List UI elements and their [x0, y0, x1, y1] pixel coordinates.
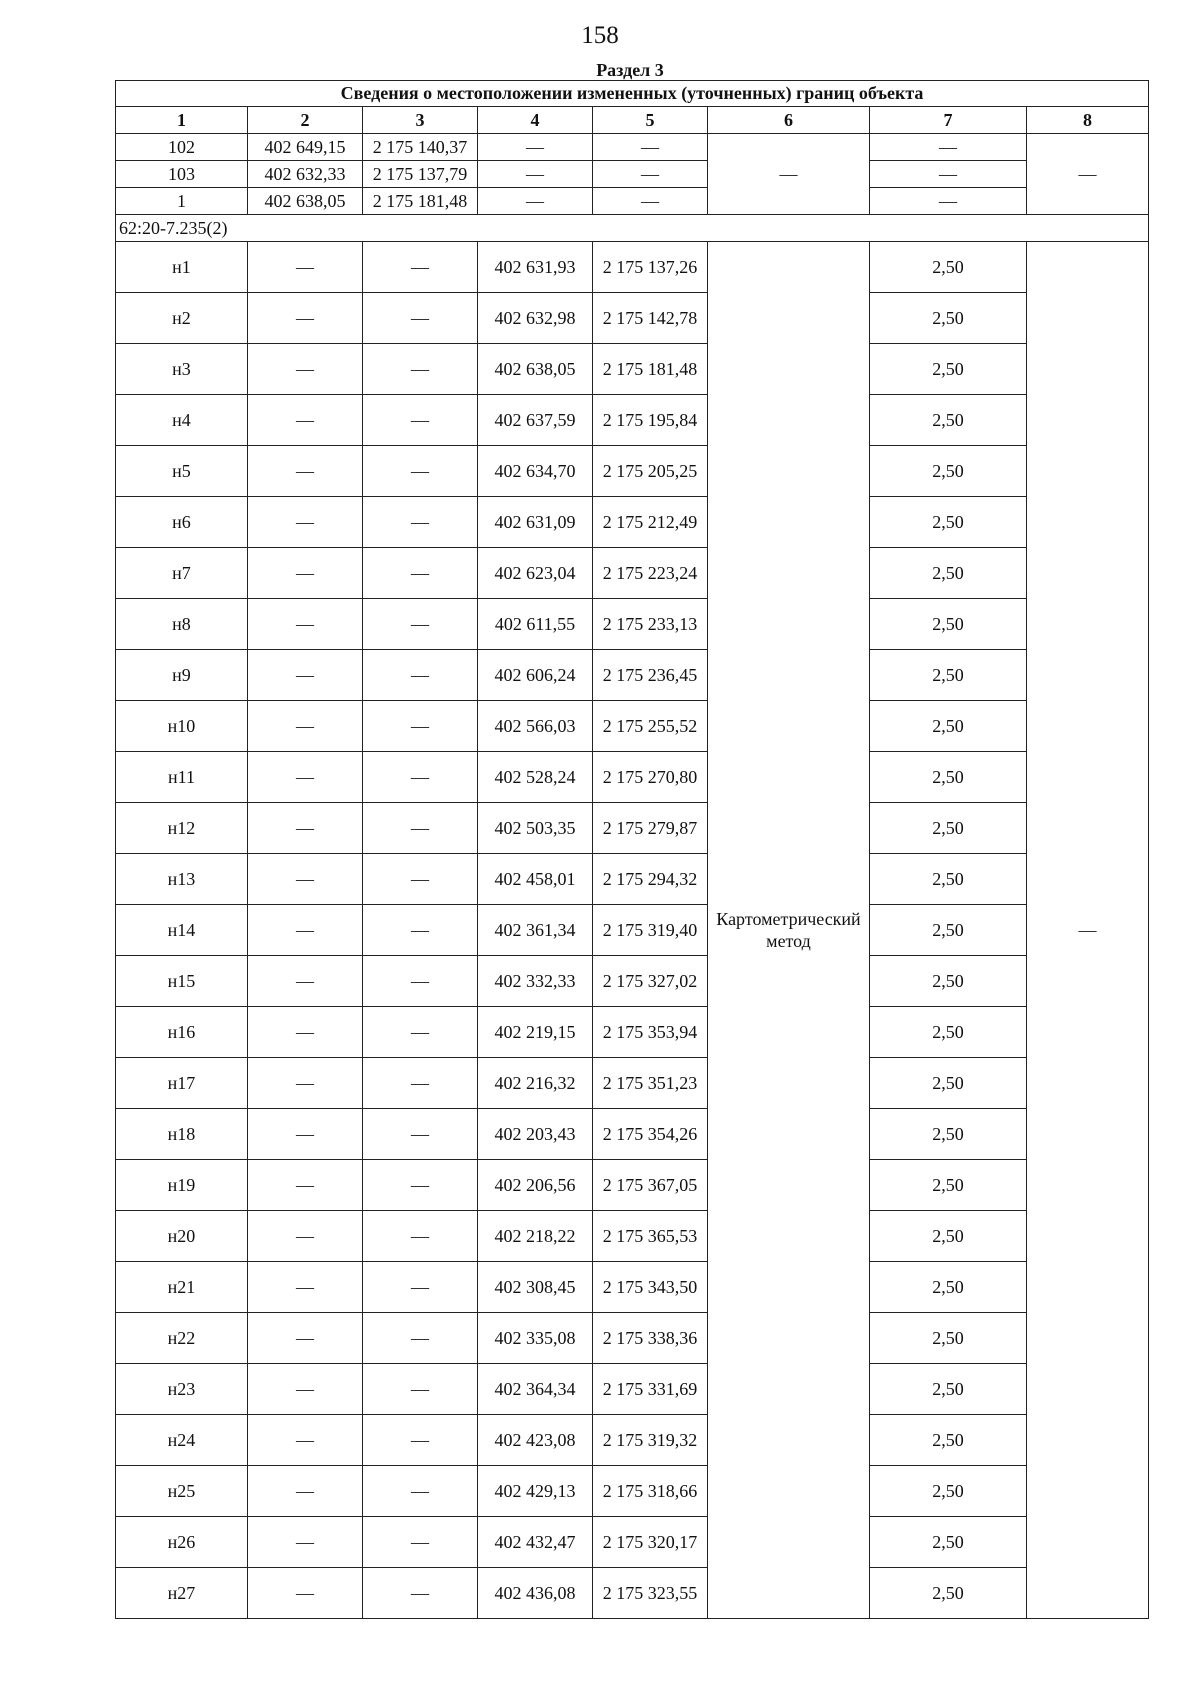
- x-old-cell: —: [248, 1109, 363, 1160]
- y-new-cell: 2 175 343,50: [593, 1262, 708, 1313]
- y-old-cell: —: [363, 344, 478, 395]
- table-row: [116, 1466, 1149, 1517]
- column8-cell: —: [1027, 134, 1149, 215]
- x-new-cell: —: [478, 134, 593, 161]
- point-name: н5: [116, 446, 248, 497]
- column-number: 3: [363, 107, 478, 134]
- accuracy-cell: 2,50: [870, 1364, 1027, 1415]
- column-number-row: [116, 107, 1149, 134]
- y-new-cell: 2 175 212,49: [593, 497, 708, 548]
- table-row: [116, 1058, 1149, 1109]
- x-new-cell: 402 203,43: [478, 1109, 593, 1160]
- x-old-cell: —: [248, 1262, 363, 1313]
- point-name: н14: [116, 905, 248, 956]
- accuracy-cell: 2,50: [870, 548, 1027, 599]
- y-new-cell: 2 175 137,26: [593, 242, 708, 293]
- x-new-cell: 402 216,32: [478, 1058, 593, 1109]
- y-new-cell: 2 175 354,26: [593, 1109, 708, 1160]
- x-new-cell: 402 631,09: [478, 497, 593, 548]
- y-new-cell: 2 175 223,24: [593, 548, 708, 599]
- accuracy-cell: 2,50: [870, 1466, 1027, 1517]
- point-name: н8: [116, 599, 248, 650]
- y-old-cell: —: [363, 242, 478, 293]
- accuracy-cell: 2,50: [870, 242, 1027, 293]
- table-row: [116, 188, 1149, 215]
- y-new-cell: 2 175 270,80: [593, 752, 708, 803]
- y-new-cell: 2 175 323,55: [593, 1568, 708, 1619]
- y-new-cell: 2 175 294,32: [593, 854, 708, 905]
- x-old-cell: —: [248, 1466, 363, 1517]
- y-old-cell: —: [363, 497, 478, 548]
- x-new-cell: 402 219,15: [478, 1007, 593, 1058]
- x-old-cell: —: [248, 293, 363, 344]
- y-new-cell: 2 175 279,87: [593, 803, 708, 854]
- x-old-cell: —: [248, 1058, 363, 1109]
- column-number: 6: [708, 107, 870, 134]
- y-old-cell: —: [363, 701, 478, 752]
- accuracy-cell: 2,50: [870, 344, 1027, 395]
- table-title-row: [116, 81, 1149, 107]
- y-new-cell: 2 175 233,13: [593, 599, 708, 650]
- x-new-cell: 402 364,34: [478, 1364, 593, 1415]
- table-row: [116, 293, 1149, 344]
- method-cell: Картометрический метод: [708, 242, 870, 1619]
- y-old-cell: —: [363, 599, 478, 650]
- accuracy-cell: 2,50: [870, 1109, 1027, 1160]
- x-new-cell: 402 458,01: [478, 854, 593, 905]
- point-name: н2: [116, 293, 248, 344]
- table-body: [116, 81, 1149, 1619]
- accuracy-cell: 2,50: [870, 1415, 1027, 1466]
- x-new-cell: 402 611,55: [478, 599, 593, 650]
- table-title: Сведения о местоположении измененных (уточненных) границ объекта: [116, 81, 1149, 107]
- y-old-cell: —: [363, 1313, 478, 1364]
- accuracy-cell: 2,50: [870, 1517, 1027, 1568]
- x-new-cell: 402 218,22: [478, 1211, 593, 1262]
- boundary-table: [115, 80, 1149, 1619]
- point-name: н11: [116, 752, 248, 803]
- table-row: [116, 1415, 1149, 1466]
- column-number: 4: [478, 107, 593, 134]
- table-row: [116, 161, 1149, 188]
- column8-cell: —: [1027, 242, 1149, 1619]
- point-name: н22: [116, 1313, 248, 1364]
- accuracy-cell: 2,50: [870, 293, 1027, 344]
- y-old-cell: —: [363, 1007, 478, 1058]
- point-name: н17: [116, 1058, 248, 1109]
- y-new-cell: —: [593, 161, 708, 188]
- y-new-cell: 2 175 236,45: [593, 650, 708, 701]
- point-name: н13: [116, 854, 248, 905]
- accuracy-cell: 2,50: [870, 803, 1027, 854]
- accuracy-cell: —: [870, 161, 1027, 188]
- y-old-cell: —: [363, 905, 478, 956]
- table-row: [116, 134, 1149, 161]
- column-number: 5: [593, 107, 708, 134]
- y-new-cell: 2 175 318,66: [593, 1466, 708, 1517]
- y-old-cell: —: [363, 548, 478, 599]
- x-new-cell: 402 429,13: [478, 1466, 593, 1517]
- y-old-cell: —: [363, 446, 478, 497]
- accuracy-cell: 2,50: [870, 956, 1027, 1007]
- accuracy-cell: 2,50: [870, 1313, 1027, 1364]
- x-new-cell: 402 436,08: [478, 1568, 593, 1619]
- table-row: [116, 395, 1149, 446]
- y-old-cell: —: [363, 752, 478, 803]
- x-new-cell: 402 335,08: [478, 1313, 593, 1364]
- x-old-cell: —: [248, 344, 363, 395]
- y-old-cell: 2 175 181,48: [363, 188, 478, 215]
- y-old-cell: —: [363, 1109, 478, 1160]
- y-new-cell: 2 175 338,36: [593, 1313, 708, 1364]
- accuracy-cell: 2,50: [870, 1211, 1027, 1262]
- x-new-cell: 402 637,59: [478, 395, 593, 446]
- object-id: 62:20-7.235(2): [116, 215, 1149, 242]
- y-old-cell: —: [363, 803, 478, 854]
- point-name: 1: [116, 188, 248, 215]
- x-new-cell: 402 423,08: [478, 1415, 593, 1466]
- y-old-cell: —: [363, 1058, 478, 1109]
- y-new-cell: 2 175 353,94: [593, 1007, 708, 1058]
- point-name: н12: [116, 803, 248, 854]
- x-old-cell: —: [248, 1364, 363, 1415]
- table-row: [116, 854, 1149, 905]
- x-new-cell: 402 623,04: [478, 548, 593, 599]
- table-row: [116, 446, 1149, 497]
- y-old-cell: —: [363, 1517, 478, 1568]
- y-old-cell: —: [363, 395, 478, 446]
- y-old-cell: —: [363, 1211, 478, 1262]
- y-old-cell: —: [363, 1466, 478, 1517]
- table-row: [116, 650, 1149, 701]
- method-cell: —: [708, 134, 870, 215]
- x-new-cell: 402 634,70: [478, 446, 593, 497]
- accuracy-cell: 2,50: [870, 599, 1027, 650]
- column-number: 2: [248, 107, 363, 134]
- x-new-cell: 402 432,47: [478, 1517, 593, 1568]
- x-old-cell: —: [248, 242, 363, 293]
- table-row: [116, 1160, 1149, 1211]
- point-name: н9: [116, 650, 248, 701]
- point-name: н10: [116, 701, 248, 752]
- y-old-cell: 2 175 137,79: [363, 161, 478, 188]
- table-row: [116, 497, 1149, 548]
- accuracy-cell: 2,50: [870, 905, 1027, 956]
- y-new-cell: 2 175 331,69: [593, 1364, 708, 1415]
- accuracy-cell: 2,50: [870, 1007, 1027, 1058]
- x-old-cell: —: [248, 1568, 363, 1619]
- x-old-cell: —: [248, 803, 363, 854]
- x-old-cell: —: [248, 1007, 363, 1058]
- point-name: н26: [116, 1517, 248, 1568]
- y-old-cell: —: [363, 1568, 478, 1619]
- table-row: [116, 344, 1149, 395]
- y-new-cell: 2 175 367,05: [593, 1160, 708, 1211]
- table-row: [116, 1568, 1149, 1619]
- x-old-cell: —: [248, 1211, 363, 1262]
- x-old-cell: —: [248, 701, 363, 752]
- x-new-cell: —: [478, 161, 593, 188]
- point-name: н3: [116, 344, 248, 395]
- x-new-cell: 402 528,24: [478, 752, 593, 803]
- point-name: н21: [116, 1262, 248, 1313]
- accuracy-cell: 2,50: [870, 752, 1027, 803]
- y-new-cell: 2 175 319,40: [593, 905, 708, 956]
- point-name: н19: [116, 1160, 248, 1211]
- point-name: н15: [116, 956, 248, 1007]
- y-old-cell: —: [363, 1415, 478, 1466]
- point-name: 103: [116, 161, 248, 188]
- column-number: 7: [870, 107, 1027, 134]
- point-name: 102: [116, 134, 248, 161]
- table-row: [116, 1313, 1149, 1364]
- page-number: 158: [581, 22, 619, 49]
- accuracy-cell: 2,50: [870, 1058, 1027, 1109]
- x-new-cell: 402 606,24: [478, 650, 593, 701]
- point-name: н23: [116, 1364, 248, 1415]
- point-name: н25: [116, 1466, 248, 1517]
- point-name: н24: [116, 1415, 248, 1466]
- table-row: [116, 956, 1149, 1007]
- y-old-cell: —: [363, 1160, 478, 1211]
- x-old-cell: —: [248, 854, 363, 905]
- y-new-cell: —: [593, 188, 708, 215]
- y-old-cell: —: [363, 1262, 478, 1313]
- point-name: н20: [116, 1211, 248, 1262]
- point-name: н7: [116, 548, 248, 599]
- section-title: Раздел 3: [596, 60, 664, 80]
- accuracy-cell: 2,50: [870, 497, 1027, 548]
- accuracy-cell: 2,50: [870, 701, 1027, 752]
- x-old-cell: —: [248, 548, 363, 599]
- column-number: 8: [1027, 107, 1149, 134]
- y-new-cell: 2 175 365,53: [593, 1211, 708, 1262]
- accuracy-cell: 2,50: [870, 1262, 1027, 1313]
- x-old-cell: —: [248, 1415, 363, 1466]
- y-old-cell: —: [363, 293, 478, 344]
- x-old-cell: —: [248, 497, 363, 548]
- y-old-cell: 2 175 140,37: [363, 134, 478, 161]
- point-name: н18: [116, 1109, 248, 1160]
- x-old-cell: —: [248, 956, 363, 1007]
- x-old-cell: —: [248, 395, 363, 446]
- object-id-row: [116, 215, 1149, 242]
- table-row: [116, 1007, 1149, 1058]
- y-new-cell: 2 175 142,78: [593, 293, 708, 344]
- x-new-cell: 402 638,05: [478, 344, 593, 395]
- x-new-cell: 402 632,98: [478, 293, 593, 344]
- accuracy-cell: —: [870, 134, 1027, 161]
- y-old-cell: —: [363, 650, 478, 701]
- point-name: н6: [116, 497, 248, 548]
- y-new-cell: —: [593, 134, 708, 161]
- x-old-cell: —: [248, 446, 363, 497]
- table-row: [116, 1262, 1149, 1313]
- point-name: н4: [116, 395, 248, 446]
- point-name: н16: [116, 1007, 248, 1058]
- x-old-cell: —: [248, 905, 363, 956]
- x-old-cell: —: [248, 1160, 363, 1211]
- x-old-cell: 402 632,33: [248, 161, 363, 188]
- x-new-cell: 402 332,33: [478, 956, 593, 1007]
- table-row: [116, 1109, 1149, 1160]
- table-row: [116, 701, 1149, 752]
- table-row: [116, 1364, 1149, 1415]
- accuracy-cell: 2,50: [870, 446, 1027, 497]
- table-row: [116, 905, 1149, 956]
- x-old-cell: 402 649,15: [248, 134, 363, 161]
- x-new-cell: 402 308,45: [478, 1262, 593, 1313]
- x-old-cell: —: [248, 599, 363, 650]
- accuracy-cell: —: [870, 188, 1027, 215]
- point-name: н1: [116, 242, 248, 293]
- accuracy-cell: 2,50: [870, 395, 1027, 446]
- table-row: [116, 1517, 1149, 1568]
- x-old-cell: —: [248, 1313, 363, 1364]
- x-old-cell: —: [248, 752, 363, 803]
- table-row: [116, 1211, 1149, 1262]
- table-row: [116, 548, 1149, 599]
- table-row: [116, 752, 1149, 803]
- x-new-cell: 402 206,56: [478, 1160, 593, 1211]
- x-new-cell: 402 566,03: [478, 701, 593, 752]
- y-new-cell: 2 175 319,32: [593, 1415, 708, 1466]
- x-new-cell: —: [478, 188, 593, 215]
- x-new-cell: 402 503,35: [478, 803, 593, 854]
- x-old-cell: 402 638,05: [248, 188, 363, 215]
- y-new-cell: 2 175 255,52: [593, 701, 708, 752]
- accuracy-cell: 2,50: [870, 1568, 1027, 1619]
- accuracy-cell: 2,50: [870, 650, 1027, 701]
- x-new-cell: 402 361,34: [478, 905, 593, 956]
- y-old-cell: —: [363, 854, 478, 905]
- table-row: [116, 242, 1149, 293]
- accuracy-cell: 2,50: [870, 854, 1027, 905]
- table-row: [116, 599, 1149, 650]
- y-new-cell: 2 175 181,48: [593, 344, 708, 395]
- y-new-cell: 2 175 320,17: [593, 1517, 708, 1568]
- point-name: н27: [116, 1568, 248, 1619]
- x-old-cell: —: [248, 650, 363, 701]
- y-old-cell: —: [363, 956, 478, 1007]
- x-old-cell: —: [248, 1517, 363, 1568]
- y-new-cell: 2 175 195,84: [593, 395, 708, 446]
- accuracy-cell: 2,50: [870, 1160, 1027, 1211]
- y-new-cell: 2 175 327,02: [593, 956, 708, 1007]
- x-new-cell: 402 631,93: [478, 242, 593, 293]
- y-new-cell: 2 175 205,25: [593, 446, 708, 497]
- table-row: [116, 803, 1149, 854]
- column-number: 1: [116, 107, 248, 134]
- y-new-cell: 2 175 351,23: [593, 1058, 708, 1109]
- y-old-cell: —: [363, 1364, 478, 1415]
